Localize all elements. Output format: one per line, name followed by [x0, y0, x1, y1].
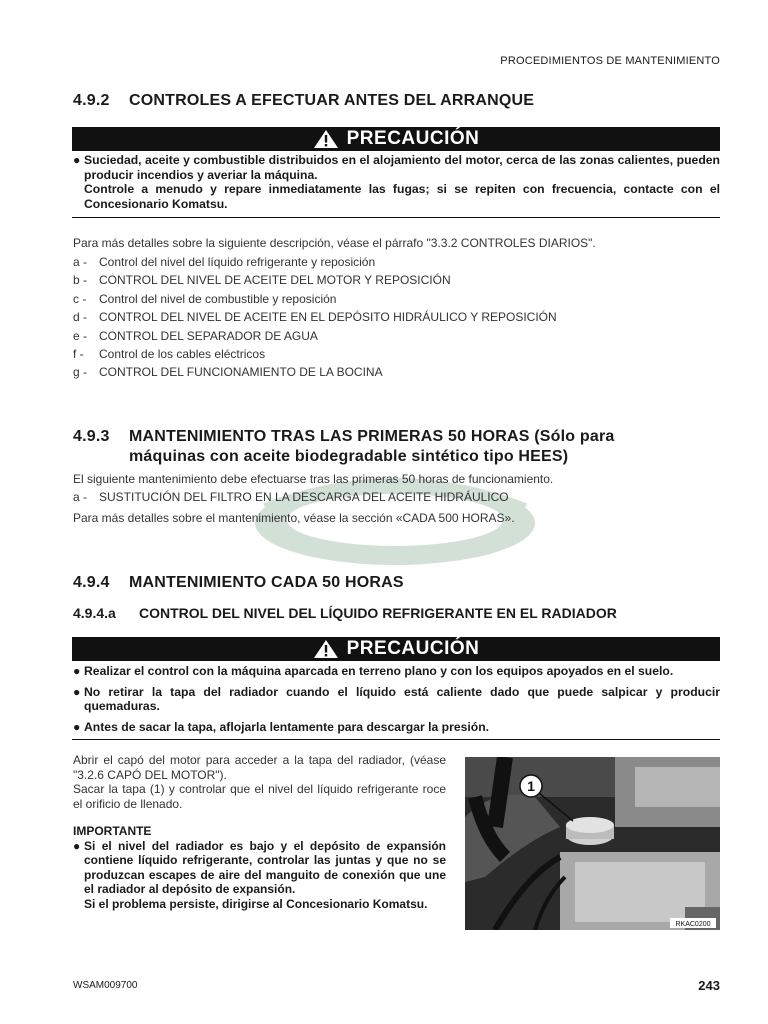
section-number: 4.9.4: [73, 574, 110, 591]
subsection-title: CONTROL DEL NIVEL DEL LÍQUIDO REFRIGERANTE EN EL RADIADOR: [139, 605, 617, 621]
bullet-icon: ●: [73, 664, 81, 678]
section-4-9-3-line1: El siguiente mantenimiento debe efectuarse tras las primeras 50 horas de funcionamiento.: [73, 472, 554, 486]
photo-code: RKAC0200: [675, 921, 711, 928]
caution-item: Controle a menudo y repare inmediatamente las fugas; si se repiten con frecuencia, contacte con el Concesionario Komatsu.: [84, 182, 720, 211]
section-title: MANTENIMIENTO CADA 50 HORAS: [129, 574, 404, 591]
warning-triangle-icon: [313, 129, 339, 149]
page-number: 243: [698, 978, 720, 993]
bullet-icon: ●: [73, 684, 81, 699]
warning-triangle-icon: [313, 639, 339, 659]
running-header: PROCEDIMIENTOS DE MANTENIMIENTO: [500, 55, 720, 67]
document-code: WSAM009700: [73, 980, 138, 991]
section-4-9-3-line3: Para más detalles sobre el mantenimiento, véase la sección «CADA 500 HORAS».: [73, 511, 515, 525]
subsection-number: 4.9.4.a: [73, 605, 116, 621]
section-title: CONTROLES A EFECTUAR ANTES DEL ARRANQUE: [129, 92, 535, 109]
check-list: [73, 255, 557, 384]
bullet-icon: ●: [73, 153, 81, 167]
section-title-line1: MANTENIMIENTO TRAS LAS PRIMERAS 50 HORAS (Sólo para: [129, 428, 615, 445]
caution-item: ● Antes de sacar la tapa, aflojarla lentamente para descargar la presión.: [73, 719, 490, 734]
section-4-9-2-intro: Para más detalles sobre la siguiente descripción, véase el párrafo "3.3.2 CONTROLES DIARIOS".: [73, 236, 596, 250]
caution-label: PRECAUCIÓN: [346, 638, 480, 659]
procedure-para-1: Abrir el capó del motor para acceder a la tapa del radiador, (véase "3.2.6 CAPÓ DEL MOTOR").: [73, 753, 446, 782]
section-number: 4.9.3: [73, 428, 110, 445]
subsection-4-9-4-a-heading: [73, 605, 617, 621]
caution-item: ● Realizar el control con la máquina aparcada en terreno plano y con los equipos apoyados en el suelo.: [73, 664, 674, 678]
list-item: d - CONTROL DEL NIVEL DE ACEITE EN EL DEPÓSITO HIDRÁULICO Y REPOSICIÓN: [73, 310, 557, 325]
section-4-9-4-heading: [73, 574, 404, 592]
bullet-icon: ●: [73, 839, 81, 853]
bullet-icon: ●: [73, 719, 81, 734]
list-item: b - CONTROL DEL NIVEL DE ACEITE DEL MOTOR Y REPOSICIÓN: [73, 273, 451, 288]
caution-item: ● No retirar la tapa del radiador cuando el líquido está caliente dado que puede salpicar y producir quemaduras.: [73, 684, 720, 713]
radiator-photo-illustration: [465, 757, 720, 930]
list-item: c - Control del nivel de combustible y reposición: [73, 291, 337, 306]
caution-rule-2: [72, 739, 720, 740]
section-4-9-2-heading: [73, 92, 534, 110]
caution-text-2: [73, 664, 720, 734]
list-item: f - Control de los cables eléctricos: [73, 346, 266, 361]
radiator-photo: [465, 757, 720, 930]
important-label: IMPORTANTE: [73, 824, 152, 838]
list-item: g - CONTROL DEL FUNCIONAMIENTO DE LA BOCINA: [73, 365, 383, 380]
photo-callout-1: 1: [527, 778, 535, 794]
list-item: a - Control del nivel del líquido refrigerante y reposición: [73, 255, 376, 269]
caution-rule-1: [72, 217, 720, 218]
section-4-9-3-item: a - SUSTITUCIÓN DEL FILTRO EN LA DESCARGA DEL ACEITE HIDRÁULICO: [73, 490, 509, 504]
caution-banner-1: [72, 127, 720, 151]
important-item: ● Si el nivel del radiador es bajo y el depósito de expansión contiene líquido refrigerante, controlar las juntas y que no se produzcan escapes de aire del manguito de conexión que une el radiador al depósito de expansión.: [73, 839, 446, 897]
section-4-9-3-heading: [73, 427, 615, 467]
procedure-para-2: Sacar la tapa (1) y controlar que el nivel del líquido refrigerante roce el orificio de llenado.: [73, 782, 446, 811]
caution-item: ● Suciedad, aceite y combustible distribuidos en el alojamiento del motor, cerca de las zonas calientes, pueden producir incendios y averiar la máquina.: [73, 153, 720, 182]
caution-text-1: [73, 153, 720, 211]
caution-label: PRECAUCIÓN: [346, 128, 480, 149]
section-number: 4.9.2: [73, 92, 110, 109]
section-title-line2: máquinas con aceite biodegradable sintético tipo HEES): [129, 448, 569, 465]
caution-banner-2: [72, 637, 720, 661]
list-item: e - CONTROL DEL SEPARADOR DE AGUA: [73, 328, 318, 343]
important-item-2: Si el problema persiste, dirigirse al Concesionario Komatsu.: [84, 897, 428, 911]
